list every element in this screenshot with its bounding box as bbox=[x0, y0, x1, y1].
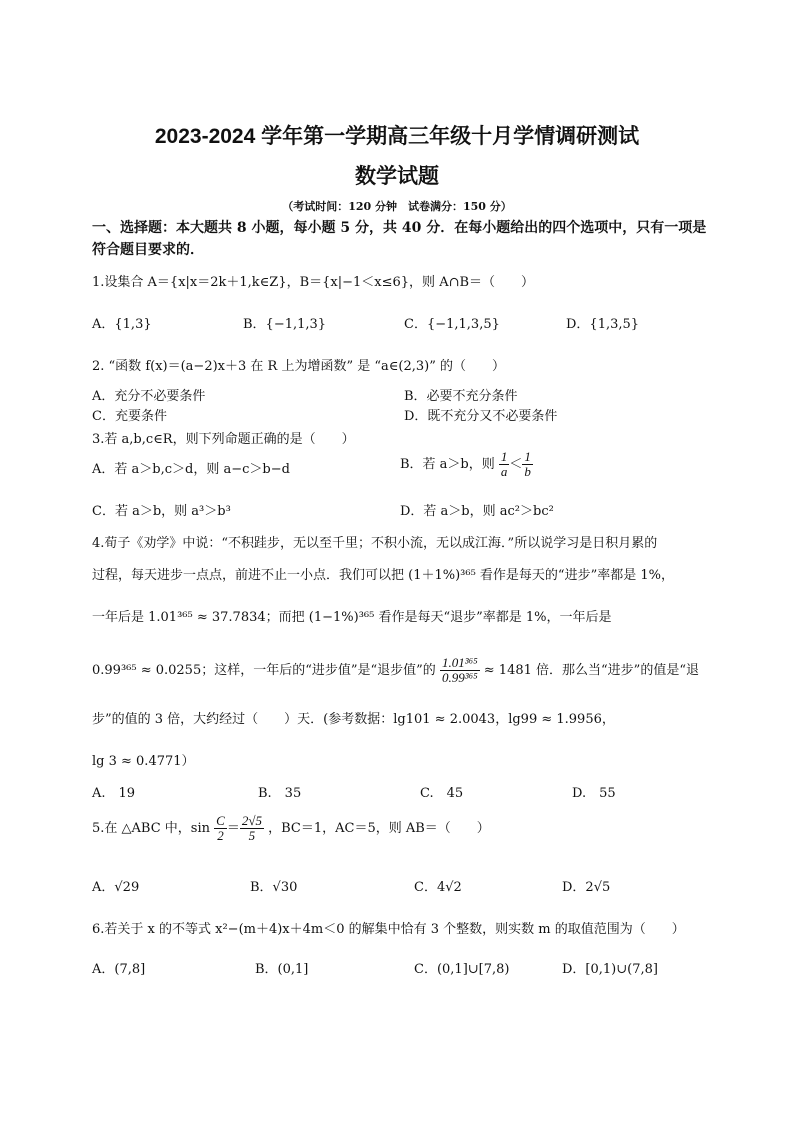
q5-option-c: C．4√2 bbox=[414, 880, 462, 895]
q6-option-d: D．[0,1)∪(7,8] bbox=[562, 962, 658, 977]
q2-option-d: D．既不充分又不必要条件 bbox=[404, 409, 558, 424]
question-5-stem: 5.在 △ABC 中，sin $\frac{C}{2}$ ＝ $\frac{2√5}{5}$ ，BC＝1，AC＝5，则 AB＝（ ） bbox=[92, 813, 490, 843]
q4-line-4: 0.99³⁶⁵ ≈ 0.0255；这样，一年后的“进步值”是“退步值”的 $\frac{\text{1.01³⁶⁵}}{\text{0.99³⁶⁵}}$ ≈ 1481 倍．那么当“进步”的值是“退 bbox=[92, 655, 699, 685]
section-heading: 一、选择题：本大题共 8 小题，每小题 5 分，共 40 分．在每小题给出的四个选项中，只有一项是符合题目要求的． bbox=[92, 220, 707, 258]
q4-option-d: D. 55 bbox=[572, 786, 616, 801]
exam-subject: 数学试题 bbox=[355, 165, 439, 188]
q2-option-c: C．充要条件 bbox=[92, 409, 167, 424]
q3-fraction-right: $\frac{1}{b}$ bbox=[524, 449, 531, 479]
q3-fraction-left: $\frac{1}{a}$ bbox=[500, 449, 508, 479]
q4-option-c: C. 45 bbox=[420, 786, 464, 801]
q6-option-c: C．(0,1]∪[7,8) bbox=[414, 962, 510, 977]
q3-option-a: A．若 a＞b,c＞d，则 a−c＞b−d bbox=[92, 462, 290, 477]
q4-line-6: lg 3 ≈ 0.4771） bbox=[92, 754, 195, 769]
q4-line-5: 步”的值的 3 倍，大约经过（ ）天．(参考数据：lg101 ≈ 2.0043，lg99 ≈ 1.9956， bbox=[92, 712, 615, 727]
q1-option-c: C．{−1,1,3,5} bbox=[404, 317, 500, 332]
q2-option-a: A．充分不必要条件 bbox=[92, 389, 206, 404]
q3-option-b-label: B．若 a＞b，则 bbox=[400, 457, 495, 472]
exam-info: （考试时间：120 分钟 试卷满分：150 分） bbox=[282, 200, 512, 213]
q5-option-d: D．2√5 bbox=[562, 880, 611, 895]
q4-line-1: 4.荀子《劝学》中说：“不积跬步，无以至千里；不积小流，无以成江海．”所以说学习是日积月累的 bbox=[92, 536, 658, 551]
question-6-stem: 6.若关于 x 的不等式 x²−(m＋4)x＋4m＜0 的解集中恰有 3 个整数，则实数 m 的取值范围为（ ） bbox=[92, 922, 685, 937]
q4-fraction: $\frac{\text{1.01³⁶⁵}}{\text{0.99³⁶⁵}}$ bbox=[441, 655, 478, 685]
question-2-stem: 2. “函数 f(x)＝(a−2)x＋3 在 R 上为增函数” 是 “a∈(2,3)” 的（ ） bbox=[92, 359, 505, 374]
q5-fraction-c2: $\frac{C}{2}$ bbox=[216, 813, 225, 843]
q1-option-a: A．{1,3} bbox=[92, 317, 152, 332]
question-3-stem: 3.若 a,b,c∈R，则下列命题正确的是（ ） bbox=[92, 432, 355, 447]
question-1-stem: 1.设集合 A＝{x|x＝2k＋1,k∈Z}，B＝{x|−1＜x≤6}，则 A∩B＝（ ） bbox=[92, 275, 535, 290]
q2-option-b: B．必要不充分条件 bbox=[404, 389, 518, 404]
q4-line-3: 一年后是 1.01³⁶⁵ ≈ 37.7834；而把 (1−1%)³⁶⁵ 看作是每天“退步”率都是 1%，一年后是 bbox=[92, 610, 612, 625]
q5-fraction-value: $\frac{2√5}{5}$ bbox=[241, 813, 262, 843]
q5-option-b: B．√30 bbox=[250, 880, 298, 895]
q3-option-b: B．若 a＞b，则 $\frac{1}{a}$ ＜ $\frac{1}{b}$ bbox=[400, 449, 531, 479]
q1-option-d: D．{1,3,5} bbox=[566, 317, 640, 332]
q4-line-2: 过程，每天进步一点点，前进不止一小点．我们可以把 (1＋1%)³⁶⁵ 看作是每天的“进步”率都是 1%， bbox=[92, 568, 674, 583]
q3-option-c: C．若 a＞b，则 a³＞b³ bbox=[92, 504, 231, 519]
q4-option-a: A. 19 bbox=[92, 786, 136, 801]
q6-option-a: A．(7,8] bbox=[92, 962, 146, 977]
q1-option-b: B．{−1,1,3} bbox=[243, 317, 327, 332]
q6-option-b: B．(0,1] bbox=[255, 962, 309, 977]
q4-option-b: B. 35 bbox=[258, 786, 302, 801]
q5-option-a: A．√29 bbox=[92, 880, 140, 895]
q3-option-d: D．若 a＞b，则 ac²＞bc² bbox=[400, 504, 554, 519]
exam-title: 2023-2024 学年第一学期高三年级十月学情调研测试 bbox=[154, 125, 640, 148]
